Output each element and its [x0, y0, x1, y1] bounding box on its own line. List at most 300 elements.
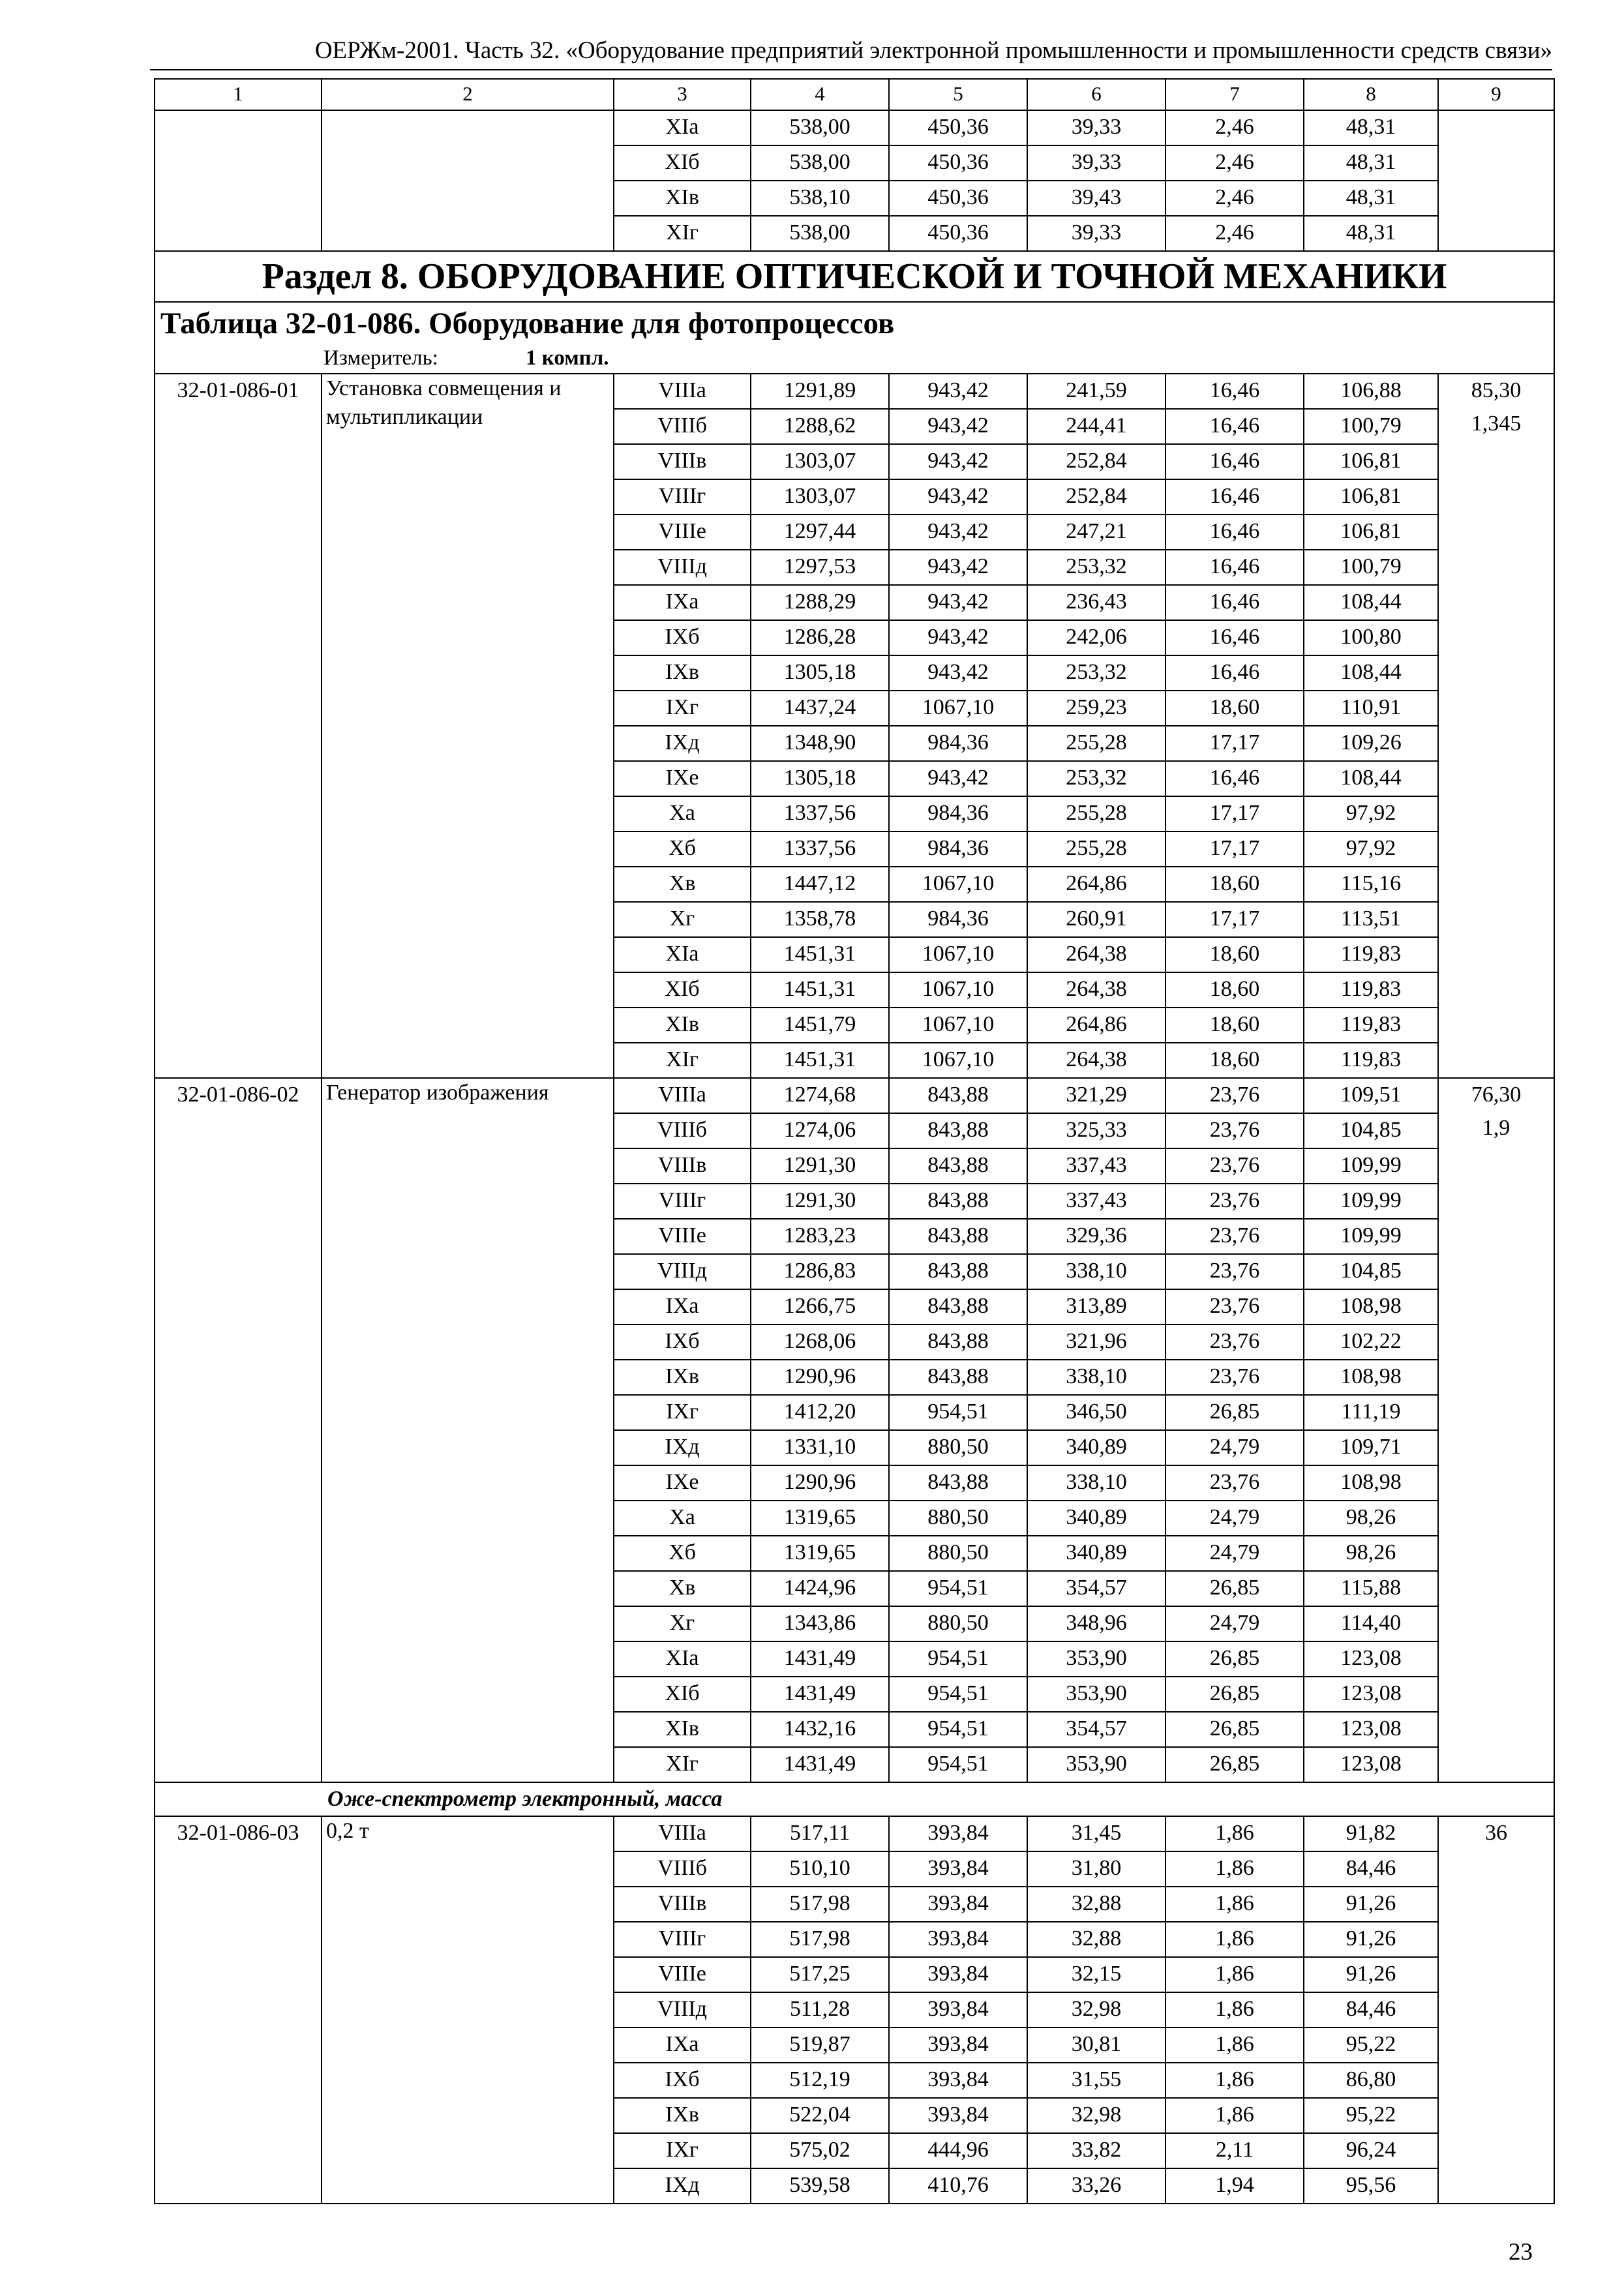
value-cell: 1067,10: [889, 867, 1027, 902]
value-cell: 313,89: [1027, 1289, 1165, 1324]
zone-cell: XIб: [614, 1677, 751, 1712]
value-cell: 26,85: [1165, 1571, 1304, 1606]
value-cell: 538,00: [751, 110, 889, 145]
value-cell: 264,38: [1027, 972, 1165, 1008]
value-cell: 100,80: [1304, 620, 1438, 655]
column-number: 9: [1438, 79, 1554, 110]
table-title-row: [155, 302, 1554, 344]
value-cell: 1431,49: [751, 1747, 889, 1782]
value-cell: 1274,68: [751, 1078, 889, 1113]
value-cell: 843,88: [889, 1148, 1027, 1184]
value-cell: 23,76: [1165, 1465, 1304, 1501]
value-cell: 538,00: [751, 216, 889, 251]
value-cell: 354,57: [1027, 1571, 1165, 1606]
value-cell: 1,86: [1165, 1992, 1304, 2027]
norm-value: 1,345: [1471, 411, 1522, 436]
value-cell: 539,58: [751, 2168, 889, 2204]
section-row: [155, 251, 1554, 302]
value-cell: 244,41: [1027, 409, 1165, 444]
value-cell: 123,08: [1304, 1747, 1438, 1782]
value-cell: 325,33: [1027, 1113, 1165, 1148]
value-cell: 48,31: [1304, 181, 1438, 216]
value-cell: 255,28: [1027, 726, 1165, 761]
value-cell: 30,81: [1027, 2027, 1165, 2063]
value-cell: 119,83: [1304, 937, 1438, 972]
value-cell: 16,46: [1165, 515, 1304, 550]
value-cell: 96,24: [1304, 2133, 1438, 2168]
value-cell: 23,76: [1165, 1148, 1304, 1184]
value-cell: 252,84: [1027, 479, 1165, 515]
value-cell: 522,04: [751, 2098, 889, 2133]
column-number: 7: [1165, 79, 1304, 110]
value-cell: 1337,56: [751, 796, 889, 831]
value-cell: 1424,96: [751, 1571, 889, 1606]
value-cell: 1358,78: [751, 902, 889, 937]
value-cell: 1,86: [1165, 1922, 1304, 1957]
value-cell: 98,26: [1304, 1501, 1438, 1536]
column-number: 3: [614, 79, 751, 110]
document-header: ОЕРЖм-2001. Часть 32. «Оборудование предприятий электронной промышленности и промышленности средств связи»: [150, 33, 1552, 70]
value-cell: 2,11: [1165, 2133, 1304, 2168]
value-cell: 115,88: [1304, 1571, 1438, 1606]
value-cell: 100,79: [1304, 550, 1438, 585]
value-cell: 26,85: [1165, 1641, 1304, 1677]
value-cell: 32,15: [1027, 1957, 1165, 1992]
zone-cell: VIIIг: [614, 479, 751, 515]
zone-cell: IXв: [614, 2098, 751, 2133]
value-cell: 517,11: [751, 1816, 889, 1851]
zone-cell: VIIIд: [614, 1254, 751, 1289]
value-cell: 1266,75: [751, 1289, 889, 1324]
value-cell: 1431,49: [751, 1641, 889, 1677]
value-cell: 17,17: [1165, 796, 1304, 831]
value-cell: 110,91: [1304, 691, 1438, 726]
value-cell: 1431,49: [751, 1677, 889, 1712]
zone-cell: IXа: [614, 1289, 751, 1324]
value-cell: 18,60: [1165, 1043, 1304, 1078]
value-cell: 39,33: [1027, 216, 1165, 251]
value-cell: 1305,18: [751, 761, 889, 796]
code-cell: [155, 110, 322, 251]
value-cell: 1319,65: [751, 1536, 889, 1571]
zone-cell: VIIIа: [614, 1078, 751, 1113]
value-cell: 24,79: [1165, 1430, 1304, 1465]
value-cell: 102,22: [1304, 1324, 1438, 1360]
column-number: 2: [322, 79, 614, 110]
section-title: Раздел 8. ОБОРУДОВАНИЕ ОПТИЧЕСКОЙ И ТОЧНОЙ МЕХАНИКИ: [155, 251, 1554, 302]
value-cell: 1451,79: [751, 1008, 889, 1043]
value-cell: 16,46: [1165, 585, 1304, 620]
value-cell: 23,76: [1165, 1254, 1304, 1289]
column-number: 4: [751, 79, 889, 110]
value-cell: 123,08: [1304, 1641, 1438, 1677]
value-cell: 538,00: [751, 145, 889, 181]
zone-cell: XIб: [614, 145, 751, 181]
value-cell: 410,76: [889, 2168, 1027, 2204]
column-number: 5: [889, 79, 1027, 110]
name-cell: Генератор изображения: [322, 1078, 614, 1782]
table-row: [155, 1816, 1554, 1851]
value-cell: 2,46: [1165, 145, 1304, 181]
value-cell: 114,40: [1304, 1606, 1438, 1641]
value-cell: 119,83: [1304, 1008, 1438, 1043]
zone-cell: IXв: [614, 1360, 751, 1395]
value-cell: 346,50: [1027, 1395, 1165, 1430]
value-cell: 843,88: [889, 1289, 1027, 1324]
value-cell: 393,84: [889, 2027, 1027, 2063]
value-cell: 2,46: [1165, 216, 1304, 251]
value-cell: 519,87: [751, 2027, 889, 2063]
value-cell: 1067,10: [889, 972, 1027, 1008]
column-number: 8: [1304, 79, 1438, 110]
page-number: 23: [1509, 2239, 1533, 2266]
value-cell: 943,42: [889, 444, 1027, 479]
value-cell: 255,28: [1027, 796, 1165, 831]
value-cell: 17,17: [1165, 831, 1304, 867]
zone-cell: XIг: [614, 216, 751, 251]
value-cell: 1337,56: [751, 831, 889, 867]
value-cell: 16,46: [1165, 444, 1304, 479]
norm-cell: [1438, 110, 1554, 251]
value-cell: 32,88: [1027, 1922, 1165, 1957]
name-cell: Установка совмещения и мультипликации: [322, 374, 614, 1078]
value-cell: 18,60: [1165, 937, 1304, 972]
value-cell: 100,79: [1304, 409, 1438, 444]
zone-cell: VIIIе: [614, 1957, 751, 1992]
zone-cell: Xв: [614, 867, 751, 902]
value-cell: 1274,06: [751, 1113, 889, 1148]
value-cell: 108,44: [1304, 585, 1438, 620]
norm-value: 1,9: [1482, 1116, 1511, 1140]
value-cell: 109,99: [1304, 1184, 1438, 1219]
value-cell: 1286,28: [751, 620, 889, 655]
norm-cell: [1438, 374, 1554, 1078]
zone-cell: XIа: [614, 110, 751, 145]
value-cell: 880,50: [889, 1536, 1027, 1571]
value-cell: 33,26: [1027, 2168, 1165, 2204]
value-cell: 26,85: [1165, 1747, 1304, 1782]
zone-cell: VIIIв: [614, 1887, 751, 1922]
value-cell: 48,31: [1304, 110, 1438, 145]
value-cell: 32,98: [1027, 1992, 1165, 2027]
value-cell: 393,84: [889, 2098, 1027, 2133]
value-cell: 1447,12: [751, 867, 889, 902]
value-cell: 259,23: [1027, 691, 1165, 726]
value-cell: 86,80: [1304, 2063, 1438, 2098]
value-cell: 1283,23: [751, 1219, 889, 1254]
value-cell: 512,19: [751, 2063, 889, 2098]
value-cell: 340,89: [1027, 1430, 1165, 1465]
value-cell: 84,46: [1304, 1851, 1438, 1887]
value-cell: 517,98: [751, 1922, 889, 1957]
zone-cell: XIв: [614, 1712, 751, 1747]
zone-cell: IXа: [614, 2027, 751, 2063]
zone-cell: VIIIв: [614, 444, 751, 479]
value-cell: 1343,86: [751, 1606, 889, 1641]
value-cell: 329,36: [1027, 1219, 1165, 1254]
value-cell: 1451,31: [751, 972, 889, 1008]
zone-cell: XIг: [614, 1747, 751, 1782]
value-cell: 943,42: [889, 585, 1027, 620]
value-cell: 95,56: [1304, 2168, 1438, 2204]
value-cell: 109,99: [1304, 1148, 1438, 1184]
value-cell: 337,43: [1027, 1148, 1165, 1184]
zone-cell: VIIIе: [614, 1219, 751, 1254]
value-cell: 340,89: [1027, 1536, 1165, 1571]
value-cell: 95,22: [1304, 2098, 1438, 2133]
value-cell: 1288,29: [751, 585, 889, 620]
value-cell: 1,94: [1165, 2168, 1304, 2204]
value-cell: 31,80: [1027, 1851, 1165, 1887]
zone-cell: IXа: [614, 585, 751, 620]
value-cell: 113,51: [1304, 902, 1438, 937]
value-cell: 353,90: [1027, 1677, 1165, 1712]
code-cell: 32-01-086-01: [155, 374, 322, 1078]
zone-cell: VIIIд: [614, 550, 751, 585]
value-cell: 26,85: [1165, 1395, 1304, 1430]
zone-cell: IXе: [614, 761, 751, 796]
zone-cell: VIIIа: [614, 1816, 751, 1851]
value-cell: 106,81: [1304, 515, 1438, 550]
value-cell: 450,36: [889, 145, 1027, 181]
value-cell: 16,46: [1165, 761, 1304, 796]
value-cell: 98,26: [1304, 1536, 1438, 1571]
value-cell: 393,84: [889, 1887, 1027, 1922]
value-cell: 48,31: [1304, 216, 1438, 251]
value-cell: 18,60: [1165, 972, 1304, 1008]
value-cell: 16,46: [1165, 550, 1304, 585]
value-cell: 393,84: [889, 2063, 1027, 2098]
value-cell: 252,84: [1027, 444, 1165, 479]
value-cell: 108,98: [1304, 1360, 1438, 1395]
value-cell: 843,88: [889, 1324, 1027, 1360]
unit-row: [155, 344, 1554, 374]
value-cell: 242,06: [1027, 620, 1165, 655]
value-cell: 260,91: [1027, 902, 1165, 937]
zone-cell: IXд: [614, 2168, 751, 2204]
value-cell: 264,86: [1027, 867, 1165, 902]
value-cell: 253,32: [1027, 550, 1165, 585]
value-cell: 39,43: [1027, 181, 1165, 216]
value-cell: 393,84: [889, 1851, 1027, 1887]
value-cell: 353,90: [1027, 1641, 1165, 1677]
value-cell: 880,50: [889, 1430, 1027, 1465]
estimate-table: [154, 78, 1555, 2204]
norm-value: 76,30: [1471, 1083, 1522, 1107]
zone-cell: XIг: [614, 1043, 751, 1078]
value-cell: 84,46: [1304, 1992, 1438, 2027]
value-cell: 109,99: [1304, 1219, 1438, 1254]
zone-cell: VIIIб: [614, 1851, 751, 1887]
zone-cell: XIв: [614, 1008, 751, 1043]
value-cell: 511,28: [751, 1992, 889, 2027]
value-cell: 91,26: [1304, 1887, 1438, 1922]
name-cell: 0,2 т: [322, 1816, 614, 2204]
zone-cell: IXб: [614, 1324, 751, 1360]
value-cell: 353,90: [1027, 1747, 1165, 1782]
value-cell: 16,46: [1165, 479, 1304, 515]
value-cell: 253,32: [1027, 655, 1165, 691]
value-cell: 954,51: [889, 1747, 1027, 1782]
value-cell: 32,88: [1027, 1887, 1165, 1922]
zone-cell: Xв: [614, 1571, 751, 1606]
value-cell: 1067,10: [889, 937, 1027, 972]
value-cell: 2,46: [1165, 110, 1304, 145]
zone-cell: VIIIг: [614, 1184, 751, 1219]
value-cell: 880,50: [889, 1606, 1027, 1641]
value-cell: 104,85: [1304, 1113, 1438, 1148]
value-cell: 1291,30: [751, 1184, 889, 1219]
value-cell: 24,79: [1165, 1606, 1304, 1641]
column-number: 1: [155, 79, 322, 110]
value-cell: 1297,44: [751, 515, 889, 550]
value-cell: 247,21: [1027, 515, 1165, 550]
value-cell: 843,88: [889, 1219, 1027, 1254]
norm-cell: [1438, 1816, 1554, 2204]
table-row: [155, 110, 1554, 145]
zone-cell: IXб: [614, 620, 751, 655]
column-number-row: [155, 79, 1554, 110]
zone-cell: VIIIа: [614, 374, 751, 409]
value-cell: 1268,06: [751, 1324, 889, 1360]
zone-cell: IXб: [614, 2063, 751, 2098]
table-row: [155, 374, 1554, 409]
value-cell: 97,92: [1304, 796, 1438, 831]
value-cell: 954,51: [889, 1712, 1027, 1747]
subheading-row: [155, 1782, 1554, 1816]
value-cell: 517,98: [751, 1887, 889, 1922]
zone-cell: Xб: [614, 1536, 751, 1571]
zone-cell: Xб: [614, 831, 751, 867]
value-cell: 393,84: [889, 1816, 1027, 1851]
value-cell: 984,36: [889, 726, 1027, 761]
zone-cell: IXд: [614, 726, 751, 761]
value-cell: 109,26: [1304, 726, 1438, 761]
table-row: [155, 1078, 1554, 1113]
value-cell: 115,16: [1304, 867, 1438, 902]
value-cell: 23,76: [1165, 1360, 1304, 1395]
value-cell: 954,51: [889, 1395, 1027, 1430]
value-cell: 241,59: [1027, 374, 1165, 409]
value-cell: 106,88: [1304, 374, 1438, 409]
zone-cell: IXг: [614, 1395, 751, 1430]
zone-cell: VIIIе: [614, 515, 751, 550]
zone-cell: Xг: [614, 902, 751, 937]
value-cell: 1451,31: [751, 1043, 889, 1078]
value-cell: 340,89: [1027, 1501, 1165, 1536]
value-cell: 1288,62: [751, 409, 889, 444]
value-cell: 450,36: [889, 181, 1027, 216]
value-cell: 91,82: [1304, 1816, 1438, 1851]
value-cell: 1,86: [1165, 1851, 1304, 1887]
value-cell: 119,83: [1304, 1043, 1438, 1078]
value-cell: 943,42: [889, 374, 1027, 409]
value-cell: 31,55: [1027, 2063, 1165, 2098]
value-cell: 1432,16: [751, 1712, 889, 1747]
value-cell: 337,43: [1027, 1184, 1165, 1219]
value-cell: 517,25: [751, 1957, 889, 1992]
zone-cell: XIб: [614, 972, 751, 1008]
unit-label: Измеритель:: [323, 346, 438, 370]
value-cell: 111,19: [1304, 1395, 1438, 1430]
value-cell: 843,88: [889, 1113, 1027, 1148]
value-cell: 338,10: [1027, 1254, 1165, 1289]
value-cell: 943,42: [889, 761, 1027, 796]
unit-value: 1 компл.: [526, 346, 609, 370]
value-cell: 1331,10: [751, 1430, 889, 1465]
value-cell: 32,98: [1027, 2098, 1165, 2133]
value-cell: 24,79: [1165, 1536, 1304, 1571]
value-cell: 264,38: [1027, 1043, 1165, 1078]
value-cell: 24,79: [1165, 1501, 1304, 1536]
value-cell: 119,83: [1304, 972, 1438, 1008]
value-cell: 264,86: [1027, 1008, 1165, 1043]
subheading: Оже-спектрометр электронный, масса: [155, 1782, 1554, 1816]
zone-cell: IXв: [614, 655, 751, 691]
value-cell: 1291,89: [751, 374, 889, 409]
zone-cell: Xа: [614, 796, 751, 831]
value-cell: 943,42: [889, 515, 1027, 550]
value-cell: 943,42: [889, 655, 1027, 691]
value-cell: 954,51: [889, 1677, 1027, 1712]
value-cell: 26,85: [1165, 1712, 1304, 1747]
value-cell: 91,26: [1304, 1957, 1438, 1992]
value-cell: 1,86: [1165, 2098, 1304, 2133]
value-cell: 984,36: [889, 796, 1027, 831]
name-cell: [322, 110, 614, 251]
value-cell: 97,92: [1304, 831, 1438, 867]
value-cell: 843,88: [889, 1360, 1027, 1395]
value-cell: 1067,10: [889, 1008, 1027, 1043]
column-number: 6: [1027, 79, 1165, 110]
value-cell: 1067,10: [889, 691, 1027, 726]
value-cell: 880,50: [889, 1501, 1027, 1536]
norm-value: 85,30: [1471, 378, 1522, 402]
value-cell: 109,71: [1304, 1430, 1438, 1465]
value-cell: 253,32: [1027, 761, 1165, 796]
zone-cell: VIIIб: [614, 1113, 751, 1148]
value-cell: 1412,20: [751, 1395, 889, 1430]
value-cell: 17,17: [1165, 902, 1304, 937]
value-cell: 843,88: [889, 1184, 1027, 1219]
zone-cell: IXе: [614, 1465, 751, 1501]
table-body: [155, 79, 1554, 2204]
value-cell: 338,10: [1027, 1465, 1165, 1501]
value-cell: 236,43: [1027, 585, 1165, 620]
value-cell: 1,86: [1165, 1957, 1304, 1992]
value-cell: 39,33: [1027, 110, 1165, 145]
value-cell: 943,42: [889, 479, 1027, 515]
value-cell: 575,02: [751, 2133, 889, 2168]
value-cell: 450,36: [889, 110, 1027, 145]
value-cell: 444,96: [889, 2133, 1027, 2168]
value-cell: 39,33: [1027, 145, 1165, 181]
value-cell: 943,42: [889, 409, 1027, 444]
zone-cell: XIа: [614, 1641, 751, 1677]
zone-cell: Xг: [614, 1606, 751, 1641]
value-cell: 354,57: [1027, 1712, 1165, 1747]
zone-cell: XIа: [614, 937, 751, 972]
value-cell: 348,96: [1027, 1606, 1165, 1641]
value-cell: 23,76: [1165, 1113, 1304, 1148]
unit-cell: [155, 344, 1554, 374]
zone-cell: IXг: [614, 691, 751, 726]
value-cell: 843,88: [889, 1078, 1027, 1113]
value-cell: 954,51: [889, 1641, 1027, 1677]
value-cell: 1290,96: [751, 1360, 889, 1395]
value-cell: 1290,96: [751, 1465, 889, 1501]
value-cell: 255,28: [1027, 831, 1165, 867]
